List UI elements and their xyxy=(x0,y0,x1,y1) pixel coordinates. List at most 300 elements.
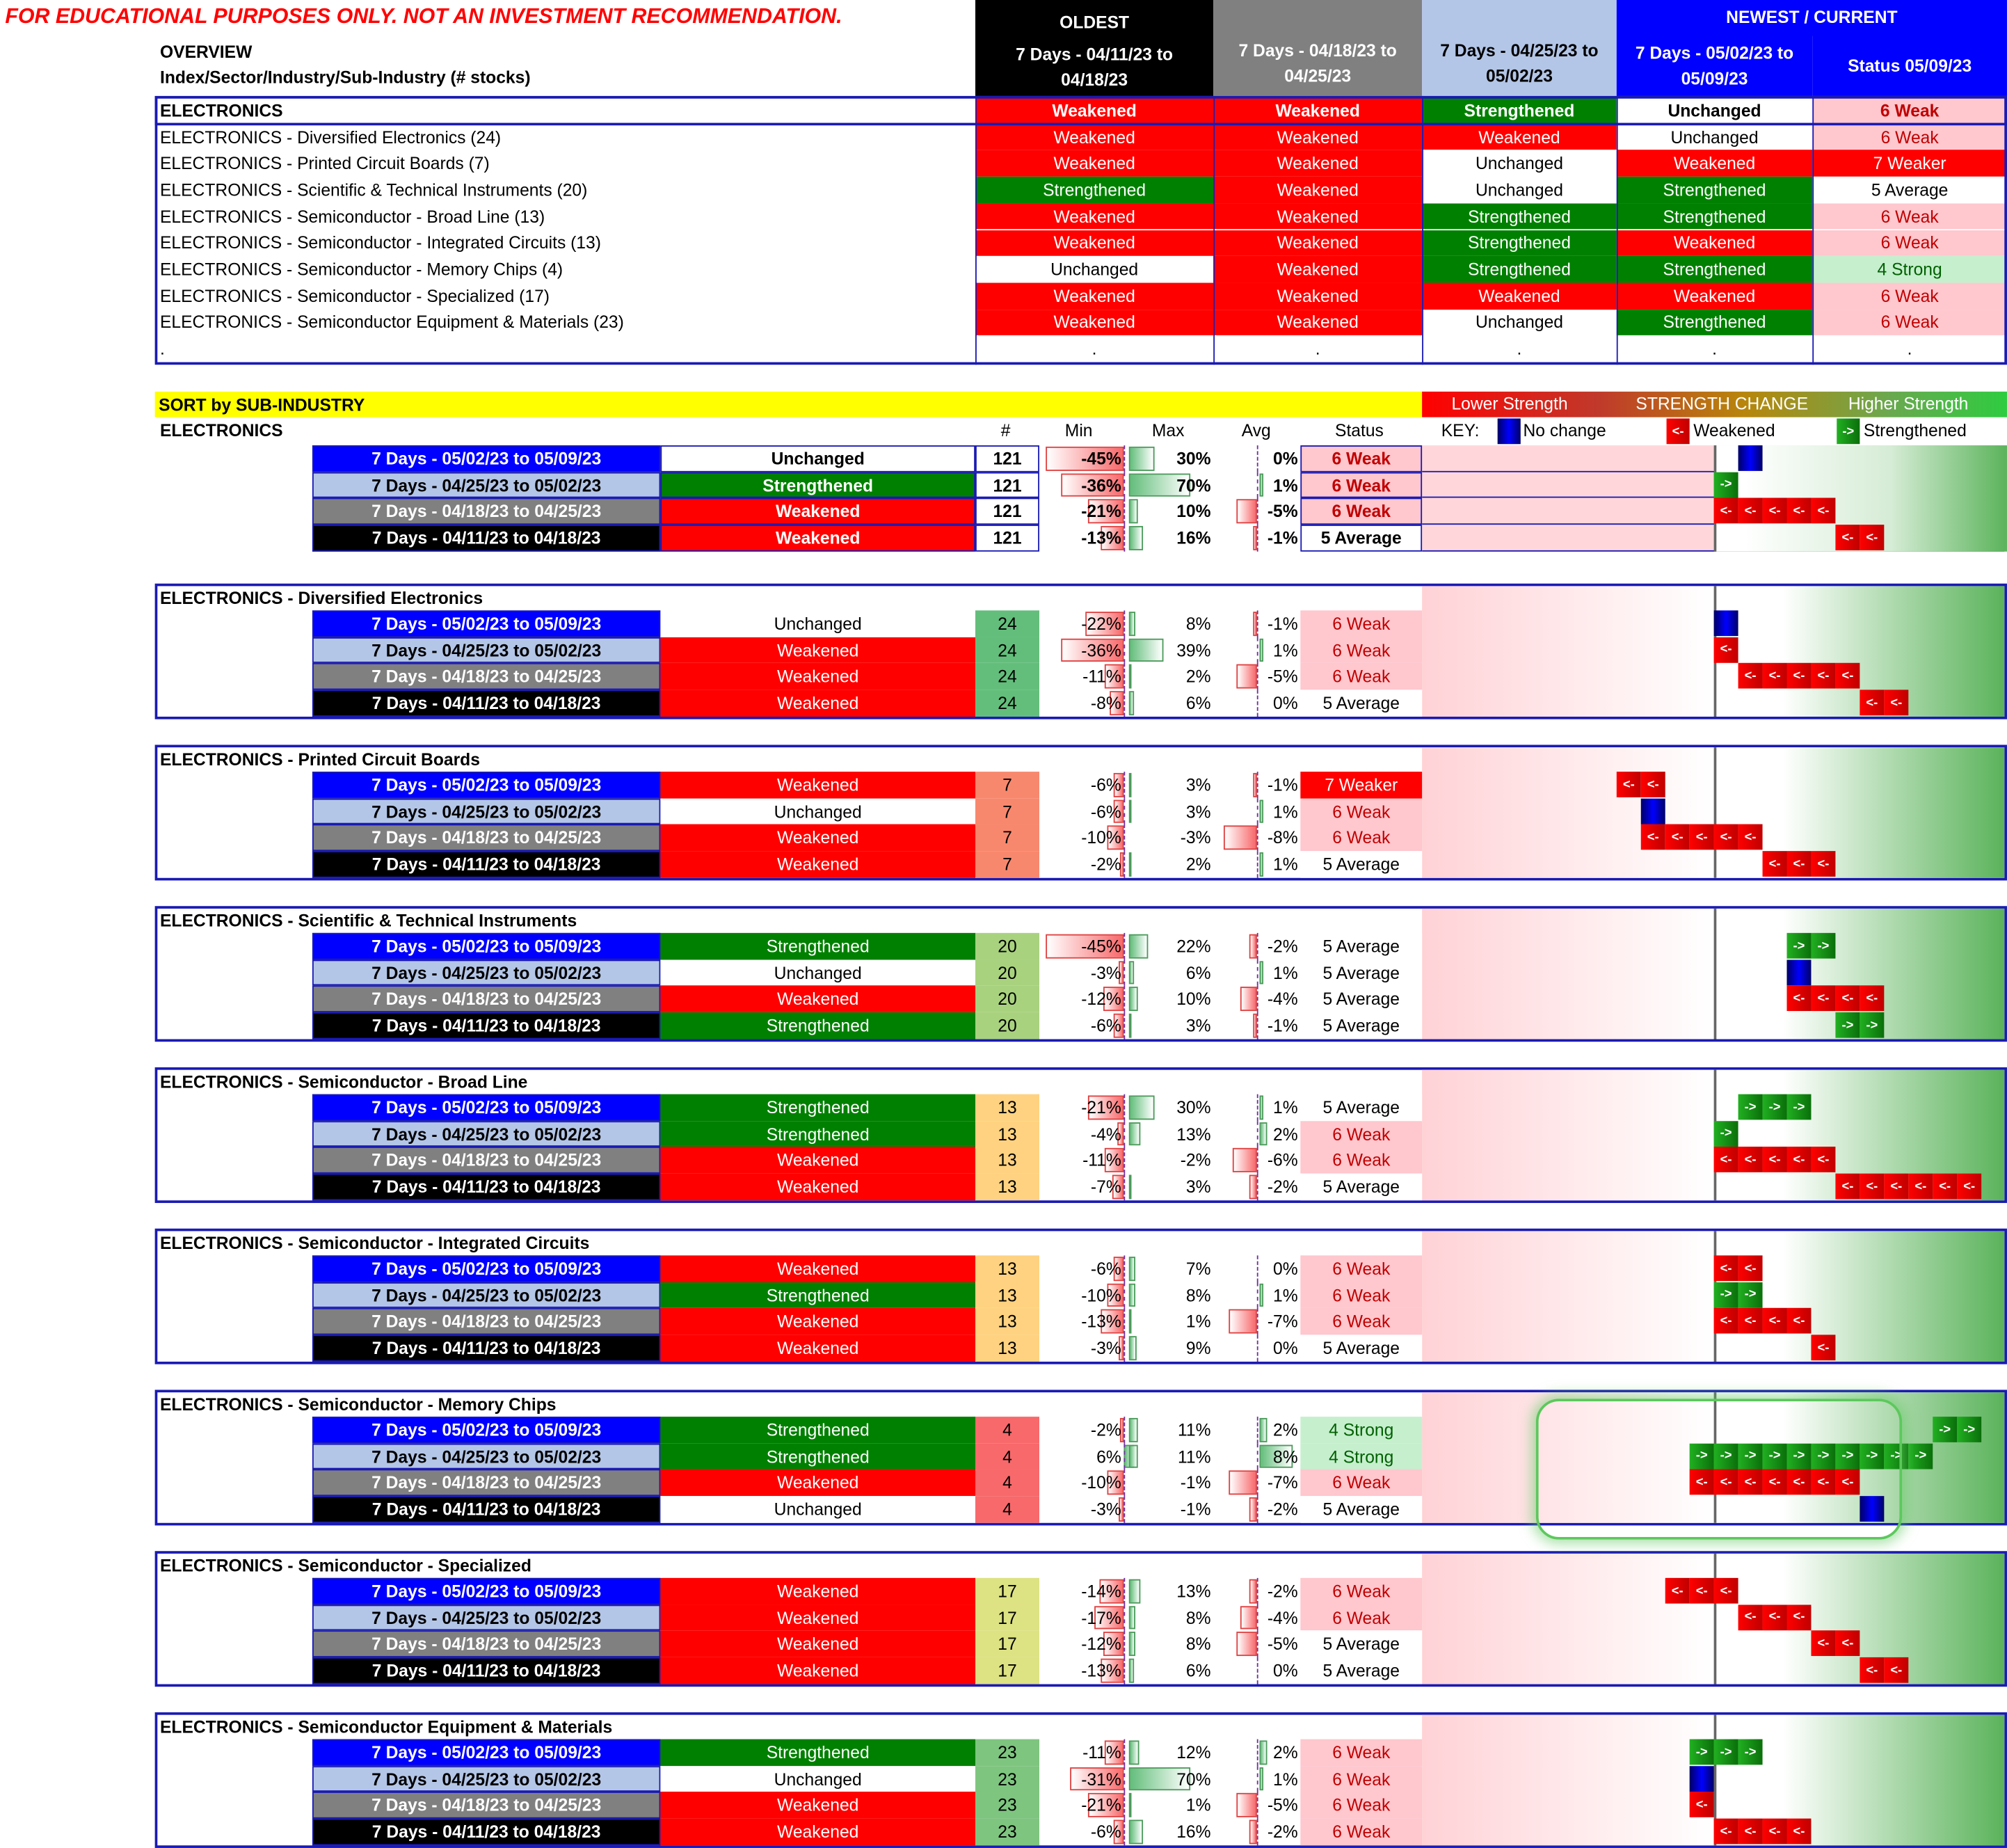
avg-value: 8% xyxy=(1273,1447,1298,1466)
min-axis xyxy=(1124,1255,1125,1282)
max-value: 3% xyxy=(1185,1016,1211,1035)
max-value: 8% xyxy=(1185,614,1211,634)
min-axis xyxy=(1124,1766,1125,1792)
overview-cell-c2: Weakened xyxy=(1213,256,1422,282)
weakened-arrow: <- xyxy=(1884,1657,1908,1683)
weakened-arrow: <- xyxy=(1884,690,1908,716)
weakened-arrow: <- xyxy=(1641,772,1665,797)
max-value: 11% xyxy=(1178,1447,1211,1466)
status-cell: 6 Weak xyxy=(1300,1308,1422,1335)
weakened-arrow: <- xyxy=(1714,498,1738,524)
weakened-arrow: <- xyxy=(1787,1469,1812,1495)
count-cell: 23 xyxy=(975,1792,1039,1819)
no-change-marker xyxy=(1738,445,1763,471)
overview-cell-c5: 6 Weak xyxy=(1812,97,2007,124)
min-value: -21% xyxy=(1081,1097,1121,1117)
count-cell: 4 xyxy=(975,1443,1039,1469)
period-label: 7 Days - 05/02/23 to 05/09/23 xyxy=(312,1255,660,1282)
min-value: -6% xyxy=(1090,802,1121,821)
min-axis xyxy=(1124,1174,1125,1200)
period-label: 7 Days - 04/25/23 to 05/02/23 xyxy=(312,1121,660,1147)
avg-value: 0% xyxy=(1273,449,1298,468)
weakened-arrow: <- xyxy=(1714,1308,1738,1334)
min-value: -6% xyxy=(1090,1822,1121,1842)
overview-cell-c5: 7 Weaker xyxy=(1812,150,2007,177)
avg-value: 1% xyxy=(1273,1285,1298,1305)
min-axis xyxy=(1124,825,1125,851)
strengthened-arrow: -> xyxy=(1763,1094,1787,1120)
strengthened-arrow: -> xyxy=(1884,1443,1908,1469)
overview-cell-c2: Weakened xyxy=(1213,177,1422,203)
min-value: -6% xyxy=(1090,1259,1121,1279)
avg-value: -4% xyxy=(1267,989,1298,1009)
overview-cell-c2: Weakened xyxy=(1213,230,1422,256)
max-value: 30% xyxy=(1176,1097,1211,1117)
group-title: ELECTRONICS - Semiconductor - Integrated Circuits xyxy=(159,1233,590,1252)
period-label: 7 Days - 04/25/23 to 05/02/23 xyxy=(312,798,660,825)
strengthened-arrow: -> xyxy=(1860,1012,1884,1038)
avg-value: -5% xyxy=(1267,667,1298,687)
overview-cell-c4: Strengthened xyxy=(1617,203,1813,230)
count-cell: 13 xyxy=(975,1094,1039,1121)
overview-row-name: ELECTRONICS - Semiconductor - Specialized (17) xyxy=(159,286,550,306)
no-change-marker xyxy=(1690,1766,1714,1792)
weakened-arrow: <- xyxy=(1738,1469,1763,1495)
overview-cell-c4: Weakened xyxy=(1617,282,1813,309)
count-cell: 13 xyxy=(975,1147,1039,1174)
min-value: -21% xyxy=(1081,1795,1121,1815)
min-value: -4% xyxy=(1090,1124,1121,1144)
overview-cell-c1: . xyxy=(975,335,1213,362)
min-value: -13% xyxy=(1081,528,1121,548)
overview-cell-c1: Strengthened xyxy=(975,177,1213,203)
change-cell: Weakened xyxy=(660,525,975,551)
min-axis xyxy=(1124,1496,1125,1522)
status-cell: 6 Weak xyxy=(1300,1578,1422,1604)
change-cell: Strengthened xyxy=(660,1012,975,1039)
group-title: ELECTRONICS - Diversified Electronics xyxy=(159,588,483,607)
oldest-label: OLDEST xyxy=(1060,12,1130,32)
change-cell: Unchanged xyxy=(660,1496,975,1522)
key-no-change: No change xyxy=(1523,421,1606,440)
weakened-arrow: <- xyxy=(1811,986,1835,1012)
overview-cell-c3: Weakened xyxy=(1422,282,1617,309)
period-label: 7 Days - 04/18/23 to 04/25/23 xyxy=(312,498,660,525)
status-cell: 6 Weak xyxy=(1300,1282,1422,1308)
col-header-3 xyxy=(1422,0,1617,96)
avg-value: 1% xyxy=(1273,475,1298,495)
period-label: 7 Days - 05/02/23 to 05/09/23 xyxy=(312,933,660,959)
overview-col-divider xyxy=(1812,96,1814,365)
group-title: ELECTRONICS - Scientific & Technical Instruments xyxy=(159,910,577,930)
change-cell: Unchanged xyxy=(660,445,975,472)
weakened-arrow: <- xyxy=(1714,825,1738,850)
period-label: 7 Days - 04/18/23 to 04/25/23 xyxy=(312,1792,660,1819)
strengthened-arrow: -> xyxy=(1714,1443,1738,1469)
max-value: 8% xyxy=(1185,1634,1211,1654)
overview-cell-c1: Weakened xyxy=(975,309,1213,335)
period-label: 7 Days - 04/18/23 to 04/25/23 xyxy=(312,663,660,690)
weakened-arrow: <- xyxy=(1835,525,1860,550)
change-cell: Weakened xyxy=(660,986,975,1012)
avg-value: 1% xyxy=(1273,854,1298,875)
count-cell: 13 xyxy=(975,1335,1039,1362)
count-cell: 7 xyxy=(975,825,1039,851)
max-value: 12% xyxy=(1176,1742,1211,1762)
overview-cell-c2: . xyxy=(1213,335,1422,362)
avg-value: -1% xyxy=(1267,614,1298,634)
weakened-arrow: <- xyxy=(1763,1308,1787,1334)
status-cell: 4 Strong xyxy=(1300,1417,1422,1443)
key-no-change-swatch xyxy=(1498,418,1521,444)
status-cell: 5 Average xyxy=(1300,851,1422,877)
status-cell: 5 Average xyxy=(1300,1657,1422,1684)
min-value: -22% xyxy=(1081,614,1121,634)
min-value: -45% xyxy=(1081,449,1121,468)
overview-cell-c4: Unchanged xyxy=(1617,124,1813,150)
overview-cell-c5: 6 Weak xyxy=(1812,282,2007,309)
min-value: -3% xyxy=(1090,1338,1121,1358)
max-value: 7% xyxy=(1185,1259,1211,1279)
max-value: 6% xyxy=(1185,963,1211,982)
status-cell: 5 Average xyxy=(1300,959,1422,986)
weakened-arrow: <- xyxy=(1860,986,1884,1012)
status-cell: 5 Average xyxy=(1300,986,1422,1012)
avg-value: -2% xyxy=(1267,1822,1298,1842)
strengthened-arrow: -> xyxy=(1835,1443,1860,1469)
min-axis xyxy=(1124,1631,1125,1657)
period-label: 7 Days - 05/02/23 to 05/09/23 xyxy=(312,1094,660,1121)
count-cell: 20 xyxy=(975,933,1039,959)
overview-row-name: ELECTRONICS - Semiconductor - Memory Chips (4) xyxy=(159,260,563,280)
status-cell: 6 Weak xyxy=(1300,610,1422,637)
strengthened-arrow: -> xyxy=(1811,1443,1835,1469)
min-axis xyxy=(1124,1147,1125,1174)
overview-cell-c3: . xyxy=(1422,335,1617,362)
count-cell: 24 xyxy=(975,637,1039,663)
overview-border xyxy=(155,96,2007,365)
group-title: ELECTRONICS - Semiconductor - Broad Line xyxy=(159,1072,528,1092)
change-cell: Weakened xyxy=(660,1308,975,1335)
key-label: KEY: xyxy=(1441,421,1480,440)
no-change-marker xyxy=(1641,798,1665,824)
avg-value: -1% xyxy=(1267,775,1298,795)
change-cell: Strengthened xyxy=(660,1443,975,1469)
overview-cell-c3: Strengthened xyxy=(1422,256,1617,282)
weakened-arrow: <- xyxy=(1738,663,1763,689)
period-label: 7 Days - 04/25/23 to 05/02/23 xyxy=(312,1766,660,1792)
avg-value: 1% xyxy=(1273,1097,1298,1117)
min-axis xyxy=(1124,525,1125,551)
weakened-arrow: <- xyxy=(1763,851,1787,877)
period-label: 7 Days - 04/18/23 to 04/25/23 xyxy=(312,986,660,1012)
weakened-arrow: <- xyxy=(1811,1469,1835,1495)
min-value: -11% xyxy=(1082,667,1121,687)
overview-cell-c2: Weakened xyxy=(1213,150,1422,177)
period-label: 7 Days - 04/11/23 to 04/18/23 xyxy=(312,851,660,877)
max-value: 2% xyxy=(1185,854,1211,875)
weakened-arrow: <- xyxy=(1811,1147,1835,1173)
status-cell: 5 Average xyxy=(1300,1335,1422,1362)
weakened-arrow: <- xyxy=(1714,1578,1738,1604)
avg-value: 0% xyxy=(1273,1259,1298,1279)
min-value: -12% xyxy=(1081,1634,1121,1654)
overview-cell-c1: Weakened xyxy=(975,97,1213,124)
group-title: ELECTRONICS - Semiconductor - Memory Chips xyxy=(159,1394,557,1414)
count-cell: 17 xyxy=(975,1631,1039,1657)
strengthened-arrow: -> xyxy=(1714,472,1738,497)
min-value: 6% xyxy=(1096,1447,1121,1466)
status-cell: 5 Average xyxy=(1300,690,1422,717)
weakened-arrow: <- xyxy=(1738,1255,1763,1281)
status-cell: 4 Strong xyxy=(1300,1443,1422,1469)
overview-col-divider xyxy=(975,96,977,365)
weakened-arrow: <- xyxy=(1690,1469,1714,1495)
group-title: ELECTRONICS - Semiconductor - Specialized xyxy=(159,1555,531,1575)
col-3-label: 7 Days - 04/25/23 to 05/02/23 xyxy=(1440,40,1599,86)
overview-cell-c4: Strengthened xyxy=(1617,256,1813,282)
max-value: 11% xyxy=(1178,1420,1211,1440)
avg-value: 2% xyxy=(1273,1420,1298,1440)
center-divider xyxy=(1714,909,1717,1040)
period-label: 7 Days - 04/18/23 to 04/25/23 xyxy=(312,825,660,851)
weakened-arrow: <- xyxy=(1738,498,1763,524)
max-value: 13% xyxy=(1176,1582,1211,1601)
overview-row-name: ELECTRONICS xyxy=(159,101,283,120)
weakened-arrow: <- xyxy=(1835,1174,1860,1200)
overview-col-divider xyxy=(1617,96,1618,365)
weakened-arrow: <- xyxy=(1617,772,1641,797)
avg-value: 1% xyxy=(1273,1769,1298,1789)
change-cell: Weakened xyxy=(660,690,975,717)
min-value: -36% xyxy=(1081,640,1121,660)
overview-cell-c3: Unchanged xyxy=(1422,309,1617,335)
weakened-arrow: <- xyxy=(1957,1174,1981,1200)
period-label: 7 Days - 05/02/23 to 05/09/23 xyxy=(312,1739,660,1766)
avg-value: 1% xyxy=(1273,963,1298,982)
period-label: 7 Days - 04/11/23 to 04/18/23 xyxy=(312,1819,660,1845)
change-cell: Unchanged xyxy=(660,798,975,825)
min-axis xyxy=(1124,1417,1125,1443)
max-value: -2% xyxy=(1180,1150,1211,1170)
change-cell: Weakened xyxy=(660,851,975,877)
min-axis xyxy=(1124,610,1125,637)
min-axis xyxy=(1124,798,1125,825)
overview-cell-c1: Weakened xyxy=(975,124,1213,150)
weakened-arrow: <- xyxy=(1835,1631,1860,1657)
avg-value: -7% xyxy=(1267,1473,1298,1493)
status-cell: 6 Weak xyxy=(1300,1739,1422,1766)
overview-cell-c2: Weakened xyxy=(1213,309,1422,335)
avg-value: -2% xyxy=(1267,1177,1298,1197)
strengthened-arrow: -> xyxy=(1738,1094,1763,1120)
period-label: 7 Days - 04/25/23 to 05/02/23 xyxy=(312,1443,660,1469)
min-axis xyxy=(1124,1739,1125,1766)
max-value: 10% xyxy=(1176,989,1211,1009)
min-axis xyxy=(1124,1335,1125,1362)
min-axis xyxy=(1124,772,1125,798)
overview-cell-c5: 6 Weak xyxy=(1812,203,2007,230)
weakened-arrow: <- xyxy=(1690,825,1714,850)
strengthened-arrow: -> xyxy=(1933,1417,1957,1442)
min-value: -2% xyxy=(1090,1420,1121,1440)
change-cell: Unchanged xyxy=(660,959,975,986)
overview-cell-c3: Strengthened xyxy=(1422,230,1617,256)
strengthened-arrow: -> xyxy=(1738,1282,1763,1307)
overview-row-name: ELECTRONICS - Diversified Electronics (24) xyxy=(159,127,502,147)
weakened-arrow: <- xyxy=(1811,663,1835,689)
max-value: 2% xyxy=(1185,667,1211,687)
count-cell: 13 xyxy=(975,1121,1039,1147)
avg-value: 1% xyxy=(1273,802,1298,821)
lower-strength-label: Lower Strength xyxy=(1451,394,1568,414)
weakened-arrow: <- xyxy=(1738,1819,1763,1845)
overview-col-divider xyxy=(1213,96,1215,365)
industry-label: ELECTRONICS xyxy=(159,421,283,440)
disclaimer: FOR EDUCATIONAL PURPOSES ONLY. NOT AN INVESTMENT RECOMMENDATION. xyxy=(5,5,842,29)
avg-value: -1% xyxy=(1267,528,1298,548)
period-label: 7 Days - 05/02/23 to 05/09/23 xyxy=(312,610,660,637)
max-value: -3% xyxy=(1180,828,1211,848)
key-weakened: Weakened xyxy=(1693,421,1775,440)
count-cell: 4 xyxy=(975,1469,1039,1496)
weakened-arrow: <- xyxy=(1787,851,1812,877)
overview-row-name: ELECTRONICS - Scientific & Technical Instruments (20) xyxy=(159,180,588,200)
max-value: 70% xyxy=(1176,1769,1211,1789)
overview-cell-c2: Weakened xyxy=(1213,124,1422,150)
status-cell: 6 Weak xyxy=(1300,498,1422,525)
avg-value: -5% xyxy=(1267,1795,1298,1815)
overview-subtitle: Index/Sector/Industry/Sub-Industry (# stocks) xyxy=(159,67,531,88)
status-cell: 6 Weak xyxy=(1300,825,1422,851)
change-cell: Strengthened xyxy=(660,933,975,959)
newest-header: NEWEST / CURRENT xyxy=(1617,0,2007,36)
max-value: 16% xyxy=(1176,1822,1211,1842)
min-value: -10% xyxy=(1081,1285,1121,1305)
change-cell: Weakened xyxy=(660,1147,975,1174)
status-cell: 5 Average xyxy=(1300,1631,1422,1657)
min-value: -36% xyxy=(1081,475,1121,495)
min-axis xyxy=(1124,1578,1125,1604)
max-value: 8% xyxy=(1185,1608,1211,1627)
no-change-marker xyxy=(1787,959,1812,985)
count-cell: 121 xyxy=(975,472,1039,498)
min-value: -13% xyxy=(1081,1661,1121,1680)
change-cell: Weakened xyxy=(660,498,975,525)
change-cell: Weakened xyxy=(660,1174,975,1200)
overview-cell-c2: Weakened xyxy=(1213,282,1422,309)
no-change-marker xyxy=(1714,610,1738,636)
strengthened-arrow: -> xyxy=(1787,1443,1812,1469)
min-value: -45% xyxy=(1081,937,1121,956)
overview-cell-c1: Weakened xyxy=(975,230,1213,256)
avg-value: -5% xyxy=(1267,1634,1298,1654)
strength-change-label: STRENGTH CHANGE xyxy=(1636,394,1809,414)
weakened-arrow: <- xyxy=(1738,825,1763,850)
status-cell: 7 Weaker xyxy=(1300,772,1422,798)
weakened-arrow: <- xyxy=(1835,986,1860,1012)
count-cell: 13 xyxy=(975,1174,1039,1200)
higher-strength-label: Higher Strength xyxy=(1848,394,1969,414)
avg-value: 0% xyxy=(1273,1338,1298,1358)
change-cell: Weakened xyxy=(660,1335,975,1362)
count-cell: 24 xyxy=(975,663,1039,690)
overview-cell-c3: Unchanged xyxy=(1422,150,1617,177)
col-header-2 xyxy=(1213,0,1422,96)
overview-title: OVERVIEW xyxy=(159,42,253,62)
period-label: 7 Days - 04/11/23 to 04/18/23 xyxy=(312,1496,660,1522)
col-status-header: Status xyxy=(1335,421,1384,440)
avg-value: 1% xyxy=(1273,640,1298,660)
count-cell: 13 xyxy=(975,1282,1039,1308)
count-cell: 121 xyxy=(975,445,1039,472)
min-axis xyxy=(1124,1094,1125,1121)
avg-value: -5% xyxy=(1267,502,1298,522)
strengthened-arrow: -> xyxy=(1957,1417,1981,1442)
weakened-arrow: <- xyxy=(1884,1174,1908,1200)
status-cell: 6 Weak xyxy=(1300,472,1422,498)
change-cell: Strengthened xyxy=(660,1739,975,1766)
count-cell: 121 xyxy=(975,498,1039,525)
weakened-arrow: <- xyxy=(1860,525,1884,550)
change-cell: Weakened xyxy=(660,663,975,690)
status-cell: 6 Weak xyxy=(1300,1766,1422,1792)
period-label: 7 Days - 04/25/23 to 05/02/23 xyxy=(312,959,660,986)
status-cell: 6 Weak xyxy=(1300,798,1422,825)
change-cell: Strengthened xyxy=(660,1282,975,1308)
center-divider xyxy=(1714,1554,1717,1684)
overview-cell-c4: Strengthened xyxy=(1617,177,1813,203)
change-cell: Weakened xyxy=(660,1255,975,1282)
overview-cell-c4: Weakened xyxy=(1617,230,1813,256)
overview-cell-c5: 4 Strong xyxy=(1812,256,2007,282)
overview-cell-c4: Strengthened xyxy=(1617,309,1813,335)
max-value: -1% xyxy=(1180,1473,1211,1493)
status-cell: 6 Weak xyxy=(1300,445,1422,472)
period-label: 7 Days - 04/18/23 to 04/25/23 xyxy=(312,1631,660,1657)
max-value: 16% xyxy=(1176,528,1211,548)
min-value: -21% xyxy=(1081,502,1121,522)
strengthened-arrow: -> xyxy=(1690,1443,1714,1469)
overview-cell-c3: Weakened xyxy=(1422,124,1617,150)
max-value: 3% xyxy=(1185,802,1211,821)
col-header-5 xyxy=(1812,36,2007,96)
col-min-header: Min xyxy=(1064,421,1093,440)
weakened-arrow: <- xyxy=(1714,1819,1738,1845)
strengthened-arrow: -> xyxy=(1738,1739,1763,1765)
overview-col-divider xyxy=(1422,96,1423,365)
strengthened-arrow: -> xyxy=(1738,1443,1763,1469)
change-cell: Weakened xyxy=(660,637,975,663)
min-axis xyxy=(1124,1308,1125,1335)
period-label: 7 Days - 04/11/23 to 04/18/23 xyxy=(312,525,660,551)
max-value: 39% xyxy=(1176,640,1211,660)
weakened-arrow: <- xyxy=(1763,1147,1787,1173)
min-axis xyxy=(1124,1282,1125,1308)
min-axis xyxy=(1124,663,1125,690)
col-5-label: Status 05/09/23 xyxy=(1848,56,1972,75)
period-label: 7 Days - 04/25/23 to 05/02/23 xyxy=(312,1282,660,1308)
min-value: -31% xyxy=(1081,1769,1121,1789)
status-cell: 6 Weak xyxy=(1300,1604,1422,1631)
overview-row-name: ELECTRONICS - Semiconductor - Broad Line (13) xyxy=(159,207,545,226)
min-axis xyxy=(1124,472,1125,498)
weakened-arrow: <- xyxy=(1641,825,1665,850)
col-header-4 xyxy=(1617,36,1813,96)
min-value: -7% xyxy=(1090,1177,1121,1197)
key-strengthened: Strengthened xyxy=(1863,421,1967,440)
weakened-arrow: <- xyxy=(1860,690,1884,716)
